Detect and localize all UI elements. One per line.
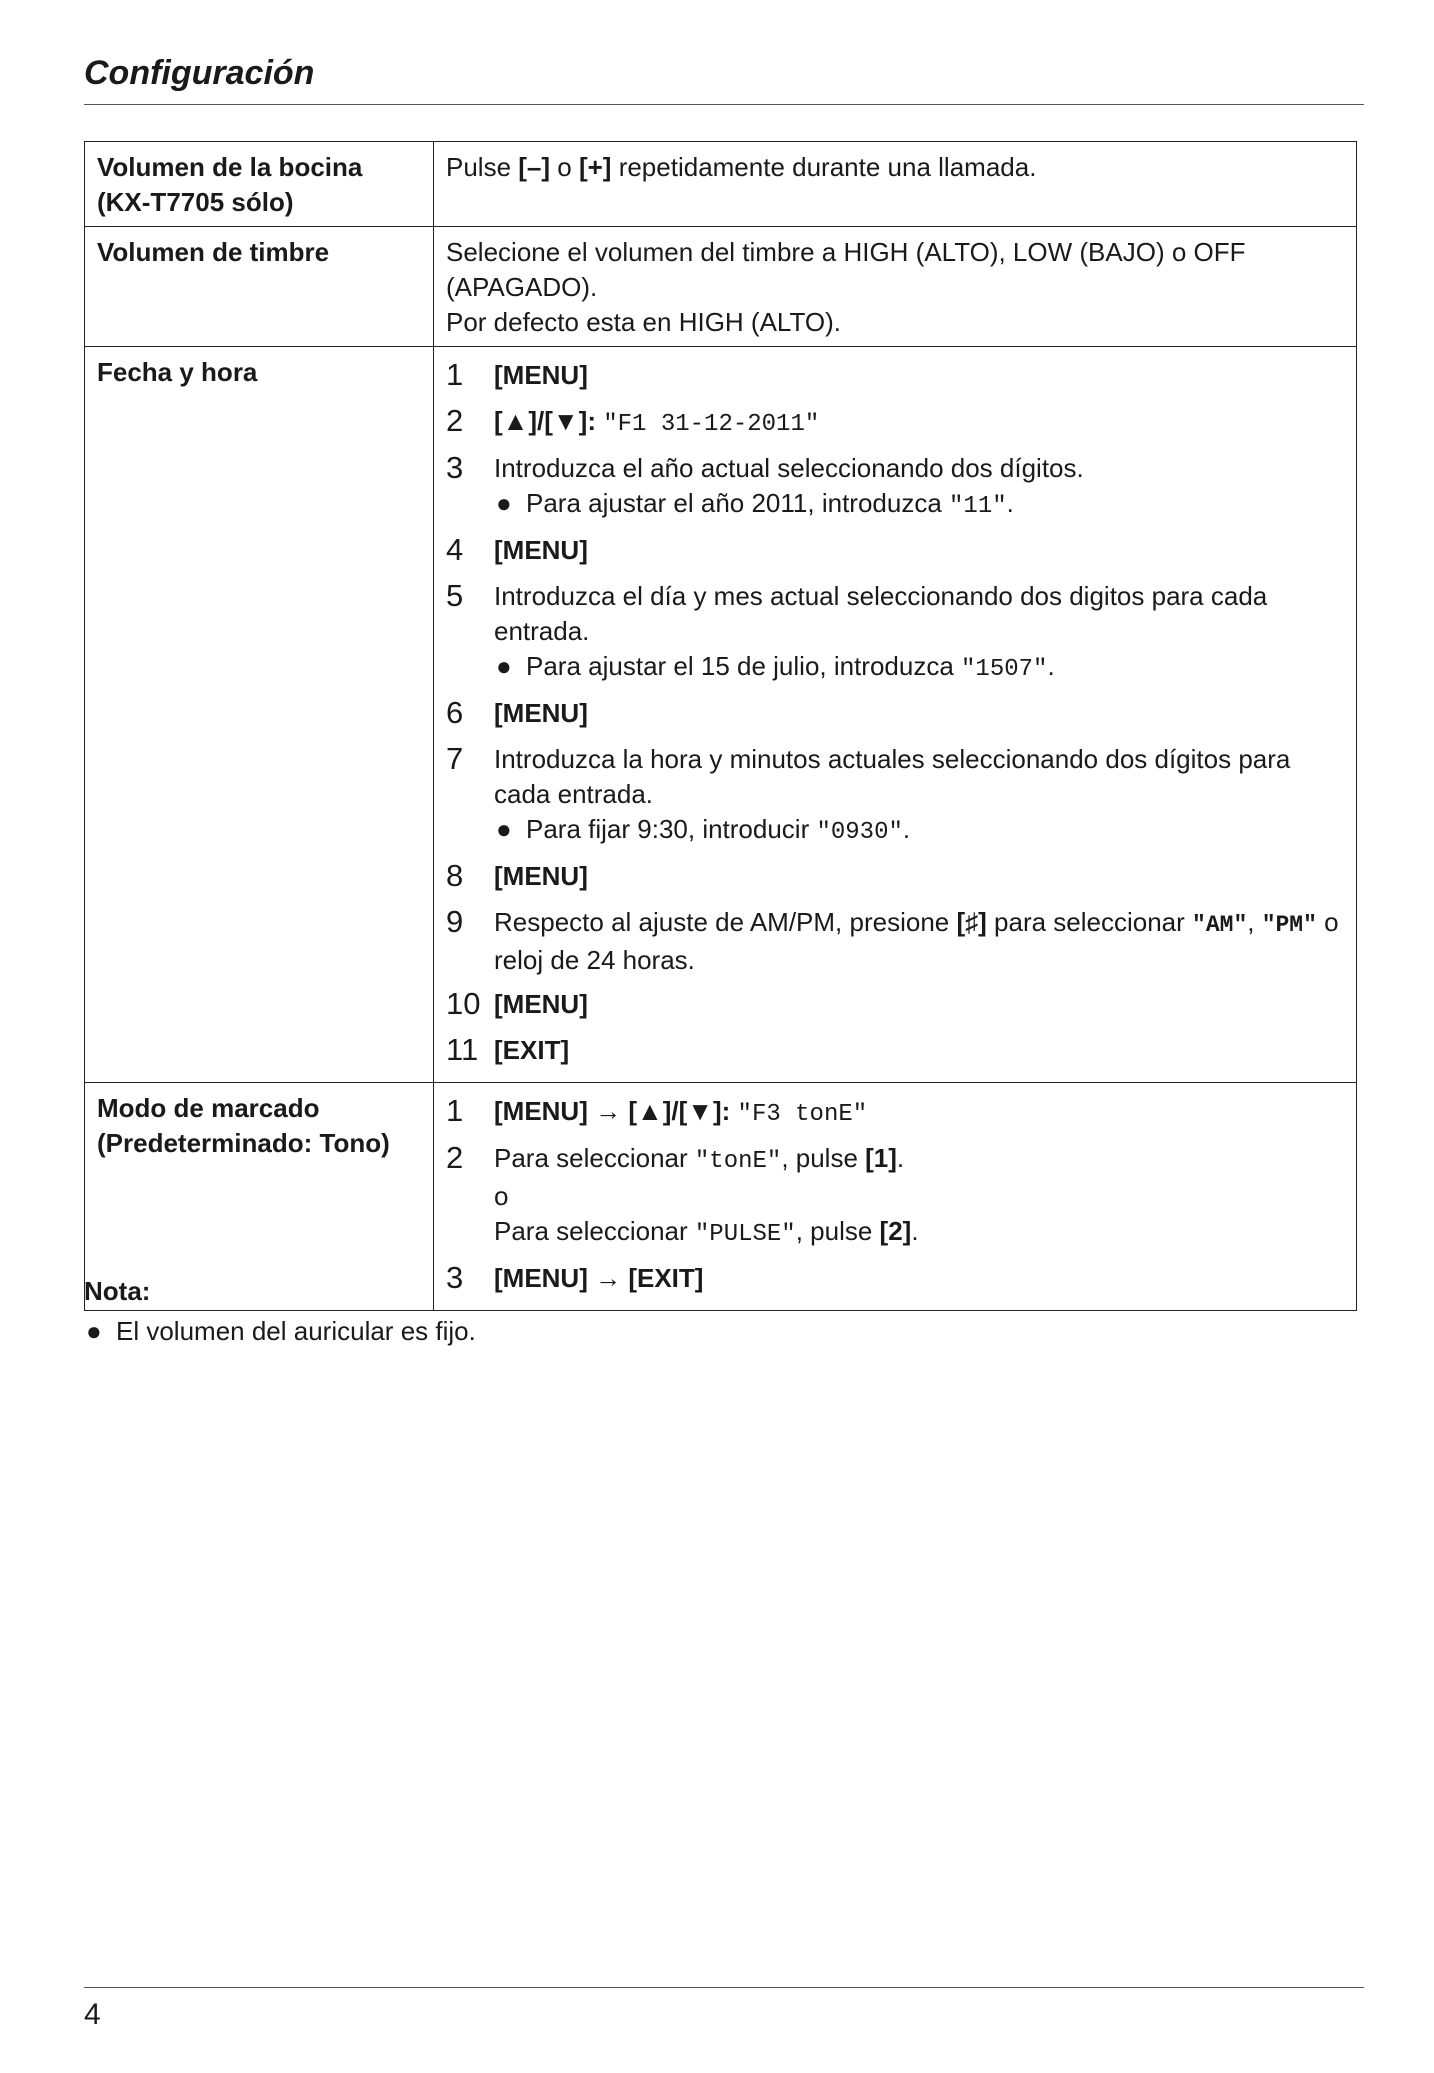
bullet-icon: ●: [496, 651, 512, 681]
text: Para seleccionar: [494, 1143, 695, 1173]
label-text: Modo de marcado: [97, 1093, 320, 1123]
key-2: [2]: [879, 1216, 912, 1246]
step-text: [494, 1138, 1344, 1252]
bullet-text: [526, 812, 910, 850]
table-row-speaker-volume: [85, 142, 1357, 227]
desc-text: o: [550, 152, 579, 182]
table-row-date-time: [85, 347, 1357, 1083]
code-text: "PM": [1261, 912, 1317, 938]
code-text: "PULSE": [694, 1221, 796, 1248]
note-text: El volumen del auricular es fijo.: [116, 1316, 476, 1346]
step-2: [446, 1138, 1344, 1252]
bullet-text: [526, 486, 1014, 524]
text: Para ajustar el 15 de julio, introduzca: [526, 651, 962, 681]
footer-divider: [84, 1987, 1364, 1988]
bullet-item: [494, 649, 1344, 687]
note-item: [84, 1316, 476, 1347]
label-text: Volumen de la bocina: [97, 152, 363, 182]
step-1: [446, 355, 1344, 395]
option-pulse: [494, 1214, 1344, 1252]
step-number: 2: [446, 1140, 464, 1175]
text: para seleccionar: [986, 907, 1193, 937]
arrow-icon: →: [587, 1263, 629, 1293]
step-number: 9: [446, 904, 464, 939]
text: Respecto al ajuste de AM/PM, presione: [494, 907, 957, 937]
step-4: [446, 530, 1344, 570]
step-number: 1: [446, 357, 464, 392]
step-text: [494, 902, 1344, 978]
or-text: o: [494, 1181, 509, 1211]
nav-keys: [▲]/[▼]:: [628, 1096, 731, 1126]
desc-text: repetidamente durante una llamada.: [611, 152, 1037, 182]
text: o reloj de 24 horas.: [494, 907, 1339, 975]
text: , pulse: [795, 1216, 880, 1246]
label-text: (KX-T7705 sólo): [97, 187, 294, 217]
text: Para fijar 9:30, introducir: [526, 814, 817, 844]
menu-key: [MENU]: [494, 861, 588, 891]
step-text: [494, 401, 1344, 442]
key-1: [1]: [865, 1143, 897, 1173]
desc-text: Por defecto esta en HIGH (ALTO).: [446, 307, 841, 337]
settings-table: [84, 141, 1357, 1311]
note-title: Nota:: [84, 1276, 151, 1306]
code-text: "1507": [961, 656, 1048, 683]
bullet-icon: ●: [496, 488, 512, 518]
page-number: 4: [84, 1998, 101, 2031]
option-tone: [494, 1141, 1344, 1179]
step-6: [446, 693, 1344, 733]
text: Para ajustar el año 2011, introduzca: [526, 488, 950, 518]
desc-text: Pulse: [446, 152, 519, 182]
step-7: [446, 739, 1344, 850]
step-text: [494, 1091, 1344, 1132]
hash-key: [♯]: [956, 907, 987, 937]
exit-key: [EXIT]: [628, 1263, 704, 1293]
bullet-item: [494, 486, 1344, 524]
nav-keys: [▲]/[▼]:: [494, 406, 596, 436]
step-instruction: Introduzca la hora y minutos actuales seleccionando dos dígitos para cada entrada.: [494, 744, 1291, 809]
step-number: 1: [446, 1093, 464, 1128]
table-row-dial-mode: [85, 1083, 1357, 1311]
step-8: [446, 856, 1344, 896]
table-row-ringer-volume: [85, 227, 1357, 347]
label-speaker-volume: [85, 142, 434, 227]
step-number: 4: [446, 532, 464, 567]
step-text: [494, 448, 1344, 524]
desc-dial-mode: [434, 1083, 1357, 1311]
plus-key: [+]: [578, 152, 612, 182]
step-number: 11: [446, 1032, 479, 1067]
step-number: 3: [446, 450, 464, 485]
menu-key: [MENU]: [494, 1263, 588, 1293]
step-3: [446, 448, 1344, 524]
minus-key: [–]: [518, 152, 551, 182]
label-date-time: Fecha y hora: [85, 347, 434, 1083]
desc-date-time: [434, 347, 1357, 1083]
step-9: [446, 902, 1344, 978]
step-number: 3: [446, 1260, 464, 1295]
step-number: 6: [446, 695, 464, 730]
step-number: 2: [446, 403, 464, 438]
text: ,: [1247, 907, 1262, 937]
exit-key: [EXIT]: [494, 1035, 570, 1065]
code-text: "AM": [1192, 912, 1248, 938]
step-text: [494, 576, 1344, 687]
step-3: [446, 1258, 1344, 1298]
label-ringer-volume: Volumen de timbre: [85, 227, 434, 347]
text: .: [1006, 488, 1014, 518]
text: .: [902, 814, 911, 844]
display-text: "F3 tonE": [737, 1101, 868, 1128]
page-title: Configuración: [84, 54, 315, 92]
bullet-icon: ●: [496, 814, 512, 844]
menu-key: [MENU]: [494, 989, 588, 1019]
menu-key: [MENU]: [494, 1096, 588, 1126]
label-text: (Predeterminado: Tono): [97, 1128, 390, 1158]
code-text: "0930": [816, 819, 903, 846]
title-divider: [84, 104, 1364, 105]
text: Para seleccionar: [494, 1216, 695, 1246]
step-1: [446, 1091, 1344, 1132]
arrow-icon: →: [587, 1096, 629, 1126]
step-10: [446, 984, 1344, 1024]
code-text: "tonE": [694, 1148, 782, 1175]
bullet-text: [526, 649, 1055, 687]
text: , pulse: [781, 1143, 866, 1173]
menu-key: [MENU]: [494, 360, 588, 390]
display-text: "F1 31-12-2011": [603, 411, 820, 438]
desc-text: Selecione el volumen del timbre a HIGH (ALTO), LOW (BAJO) o OFF (APAGADO).: [446, 237, 1246, 302]
text: .: [1047, 651, 1055, 681]
step-number: 8: [446, 858, 464, 893]
desc-ringer-volume: [434, 227, 1357, 347]
step-text: [494, 739, 1344, 850]
desc-speaker-volume: [434, 142, 1357, 227]
step-2: [446, 401, 1344, 442]
step-11: [446, 1030, 1344, 1070]
step-text: [494, 1258, 1344, 1296]
menu-key: [MENU]: [494, 698, 588, 728]
text: .: [896, 1143, 905, 1173]
step-instruction: Introduzca el día y mes actual seleccionando dos digitos para cada entrada.: [494, 581, 1268, 646]
step-5: [446, 576, 1344, 687]
step-instruction: Introduzca el año actual seleccionando dos dígitos.: [494, 453, 1084, 483]
step-number: 10: [446, 986, 481, 1021]
step-number: 7: [446, 741, 464, 776]
bullet-icon: ●: [86, 1316, 102, 1346]
menu-key: [MENU]: [494, 535, 588, 565]
bullet-item: [494, 812, 1344, 850]
text: .: [911, 1216, 919, 1246]
code-text: "11": [949, 493, 1007, 520]
step-number: 5: [446, 578, 464, 613]
